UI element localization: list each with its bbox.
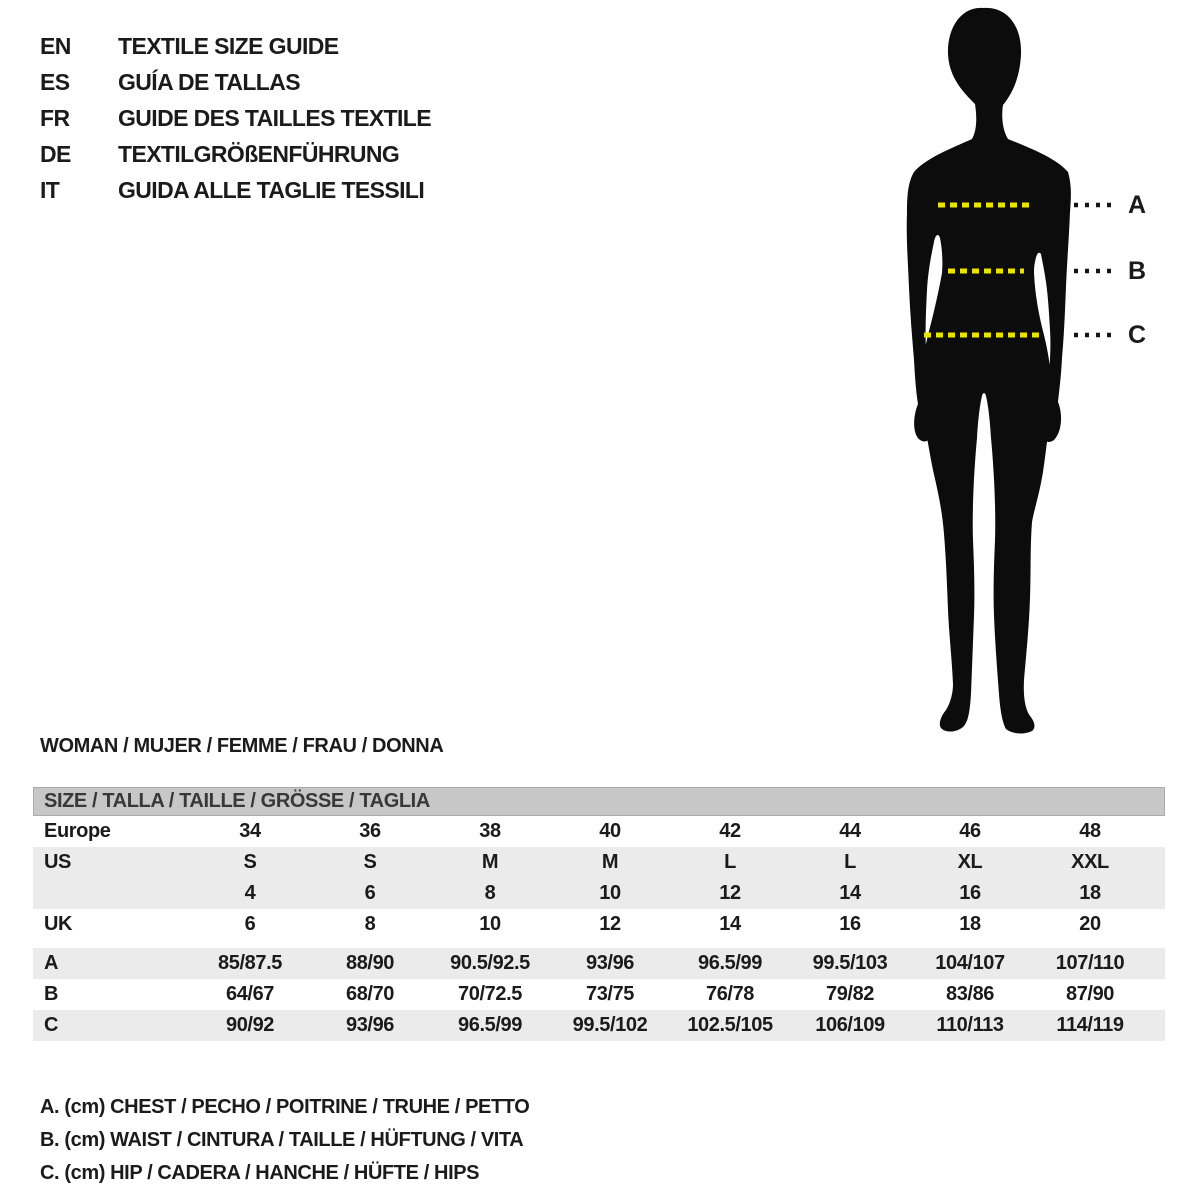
- table-cell: 42: [719, 820, 741, 842]
- size-table: [33, 787, 1165, 1041]
- table-cell: 83/86: [945, 983, 995, 1005]
- table-cell: 87/90: [1065, 983, 1115, 1005]
- silhouette-body: [907, 8, 1071, 734]
- lang-row-de: [40, 136, 431, 172]
- lang-code: EN: [40, 32, 71, 59]
- table-cell: 107/110: [1055, 952, 1125, 974]
- lang-title: TEXTILGRÖßENFÜHRUNG: [118, 140, 400, 167]
- table-cell: 16: [839, 913, 861, 935]
- table-cell: 44: [839, 820, 861, 842]
- row-label: C: [44, 1014, 59, 1036]
- lang-row-es: [40, 64, 431, 100]
- table-cell: M: [601, 851, 619, 873]
- table-cell: 99.5/103: [812, 952, 888, 974]
- table-cell: 93/96: [585, 952, 635, 974]
- row-label: B: [44, 983, 59, 1005]
- table-row-hip-c: [33, 1010, 1165, 1041]
- table-cell: 12: [599, 913, 621, 935]
- table-cell: L: [844, 851, 856, 873]
- marker-label-b: B: [1128, 257, 1147, 285]
- legend-waist: B. (cm) WAIST / CINTURA / TAILLE / HÜFTUNG / VITA: [40, 1129, 524, 1151]
- measurement-legend: [40, 1091, 529, 1190]
- table-cell: 110/113: [936, 1014, 1004, 1036]
- table-cell: 85/87.5: [218, 952, 282, 974]
- lang-title: GUIDE DES TAILLES TEXTILE: [118, 104, 431, 131]
- table-cell: 14: [839, 882, 861, 904]
- table-cell: XXL: [1071, 851, 1109, 873]
- lang-code: IT: [40, 176, 60, 203]
- table-cell: 20: [1079, 913, 1101, 935]
- lang-row-en: [40, 28, 431, 64]
- table-cell: L: [724, 851, 736, 873]
- language-header: [40, 28, 431, 208]
- table-row-waist-b: [33, 979, 1165, 1010]
- table-cell: 96.5/99: [458, 1014, 522, 1036]
- table-cell: 4: [244, 882, 256, 904]
- table-row-us-numeric: [33, 878, 1165, 909]
- table-cell: 10: [479, 913, 501, 935]
- legend-chest: A. (cm) CHEST / PECHO / POITRINE / TRUHE / PETTO: [40, 1096, 530, 1118]
- woman-silhouette-figure: [860, 0, 1160, 740]
- table-cell: 93/96: [345, 1014, 395, 1036]
- table-cell: 99.5/102: [572, 1014, 648, 1036]
- table-cell: 73/75: [585, 983, 635, 1005]
- table-row-uk: [33, 909, 1165, 940]
- lang-code: DE: [40, 140, 71, 167]
- table-cell: 96.5/99: [698, 952, 762, 974]
- table-cell: 38: [479, 820, 501, 842]
- table-cell: 76/78: [705, 983, 755, 1005]
- table-cell: 6: [244, 913, 256, 935]
- table-cell: 8: [364, 913, 376, 935]
- table-row-us: [33, 847, 1165, 878]
- table-cell: 106/109: [815, 1014, 885, 1036]
- table-cell: 70/72.5: [458, 983, 522, 1005]
- row-label: Europe: [44, 820, 111, 842]
- table-cell: 40: [599, 820, 621, 842]
- lang-title: TEXTILE SIZE GUIDE: [118, 32, 339, 59]
- table-cell: 114/119: [1056, 1014, 1124, 1036]
- table-cell: 104/107: [935, 952, 1005, 974]
- table-cell: XL: [957, 851, 983, 873]
- table-cell: 12: [719, 882, 741, 904]
- table-cell: 102.5/105: [687, 1014, 773, 1036]
- row-label: A: [44, 952, 59, 974]
- table-cell: S: [243, 851, 257, 873]
- table-cell: 88/90: [345, 952, 395, 974]
- lang-row-it: [40, 172, 431, 208]
- lang-title: GUÍA DE TALLAS: [118, 68, 300, 95]
- table-cell: 6: [364, 882, 376, 904]
- lang-code: ES: [40, 68, 70, 95]
- table-cell: 14: [719, 913, 741, 935]
- size-table-header: SIZE / TALLA / TAILLE / GRÖSSE / TAGLIA: [33, 787, 1165, 816]
- table-row-europe: [33, 816, 1165, 847]
- marker-label-c: C: [1128, 321, 1147, 349]
- table-cell: 90.5/92.5: [450, 952, 530, 974]
- table-cell: M: [481, 851, 499, 873]
- row-label: US: [44, 851, 71, 873]
- table-cell: 10: [599, 882, 621, 904]
- table-cell: 18: [1079, 882, 1101, 904]
- legend-hip: C. (cm) HIP / CADERA / HANCHE / HÜFTE / HIPS: [40, 1162, 480, 1184]
- section-title-woman: WOMAN / MUJER / FEMME / FRAU / DONNA: [40, 735, 444, 757]
- marker-label-a: A: [1128, 191, 1147, 219]
- table-cell: 48: [1079, 820, 1101, 842]
- lang-code: FR: [40, 104, 70, 131]
- row-label: UK: [44, 913, 73, 935]
- table-cell: 68/70: [345, 983, 395, 1005]
- table-cell: 90/92: [225, 1014, 275, 1036]
- table-cell: 18: [959, 913, 981, 935]
- table-cell: 46: [959, 820, 981, 842]
- table-cell: 34: [239, 820, 261, 842]
- lang-title: GUIDA ALLE TAGLIE TESSILI: [118, 176, 425, 203]
- table-row-chest-a: [33, 948, 1165, 979]
- table-cell: 8: [484, 882, 496, 904]
- table-cell: 16: [959, 882, 981, 904]
- table-cell: 79/82: [825, 983, 875, 1005]
- table-cell: 36: [359, 820, 381, 842]
- table-cell: S: [363, 851, 377, 873]
- table-cell: 64/67: [225, 983, 275, 1005]
- lang-row-fr: [40, 100, 431, 136]
- woman-silhouette-icon: [860, 0, 1160, 740]
